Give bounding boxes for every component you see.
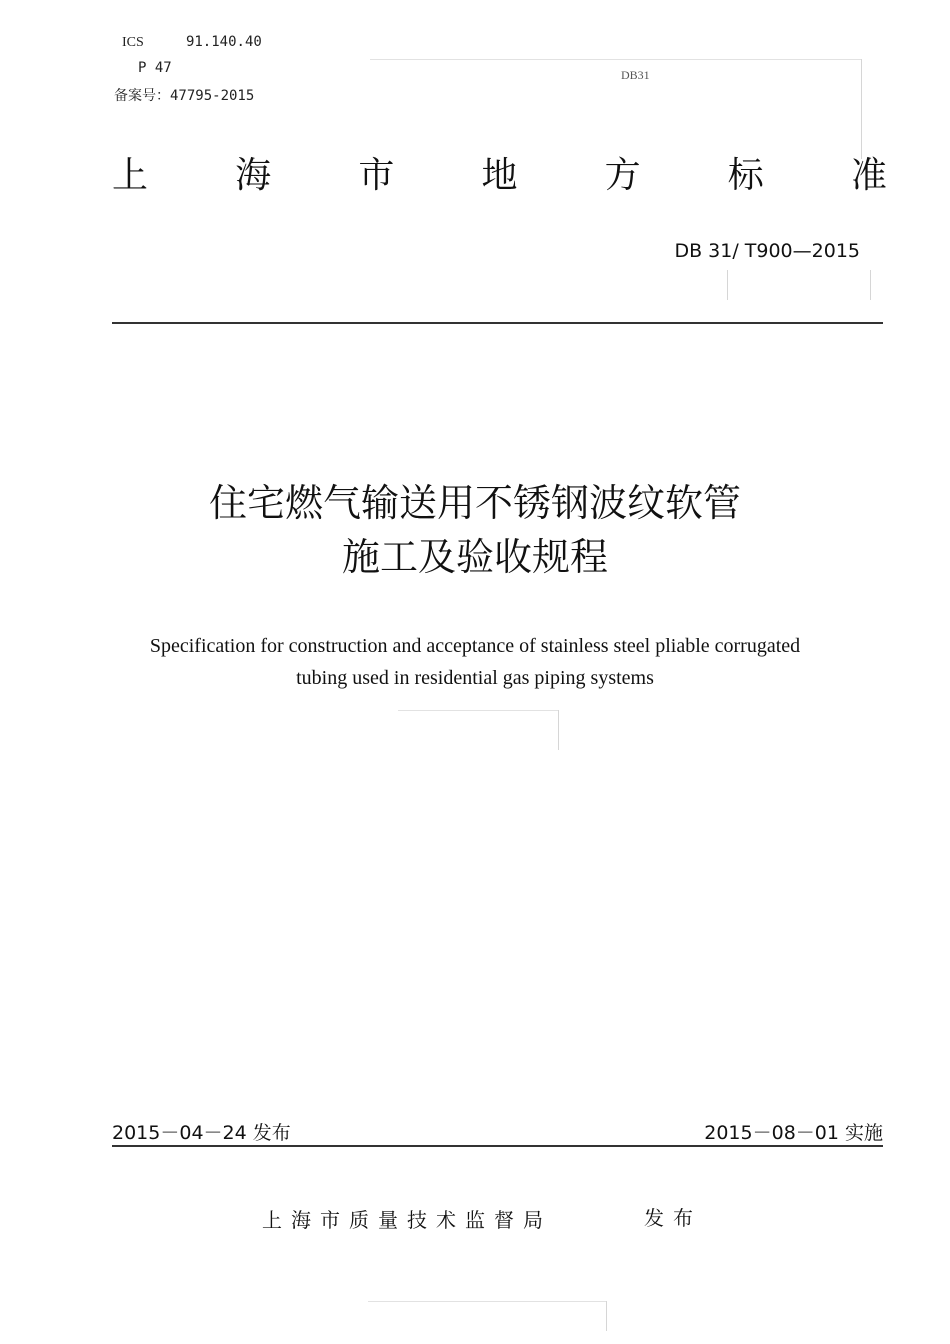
record-number	[114, 85, 254, 105]
title-cn-line-2: 施工及验收规程	[341, 535, 608, 579]
publisher-action: 发布	[644, 1206, 702, 1230]
issue-date: 2015－04－24 发布	[112, 1122, 291, 1144]
header-char: 上	[112, 155, 149, 196]
document-title-en	[0, 630, 950, 694]
faint-right-line	[861, 59, 862, 159]
document-title-cn	[0, 476, 950, 584]
faint-bottom-vert	[606, 1301, 607, 1331]
faint-mid-vert	[558, 710, 559, 750]
header-char: 方	[604, 155, 641, 196]
top-divider	[112, 322, 883, 324]
record-value: 47795-2015	[170, 88, 255, 104]
title-en-line-1: Specification for construction and acceptance of stainless steel pliable corrugated	[149, 635, 801, 657]
ics-code	[122, 34, 262, 51]
header-title	[112, 150, 887, 202]
db31-watermark: DB31	[621, 68, 650, 82]
faint-vert-mark	[870, 270, 871, 300]
ccs-code: P 47	[138, 60, 172, 76]
header-char: 准	[850, 155, 887, 196]
publisher-name: 上海市质量技术监督局	[262, 1208, 552, 1232]
standard-number: DB 31/ T900—2015	[674, 240, 860, 262]
header-char: 标	[727, 155, 764, 196]
implementation-date: 2015－08－01 实施	[704, 1122, 883, 1144]
header-char: 市	[358, 155, 395, 196]
faint-bottom-line	[368, 1301, 606, 1302]
faint-vert-mark	[727, 270, 728, 300]
record-label: 备案号：	[114, 88, 170, 104]
faint-top-line	[370, 59, 862, 60]
title-cn-line-1: 住宅燃气输送用不锈钢波纹软管	[208, 481, 741, 525]
header-char: 地	[481, 155, 518, 196]
faint-mid-line	[398, 710, 558, 711]
title-en-line-2: tubing used in residential gas piping systems	[296, 667, 654, 689]
header-char: 海	[235, 155, 272, 196]
ics-value: 91.140.40	[185, 34, 262, 50]
bottom-divider	[112, 1145, 883, 1147]
ics-label: ICS	[122, 35, 144, 50]
